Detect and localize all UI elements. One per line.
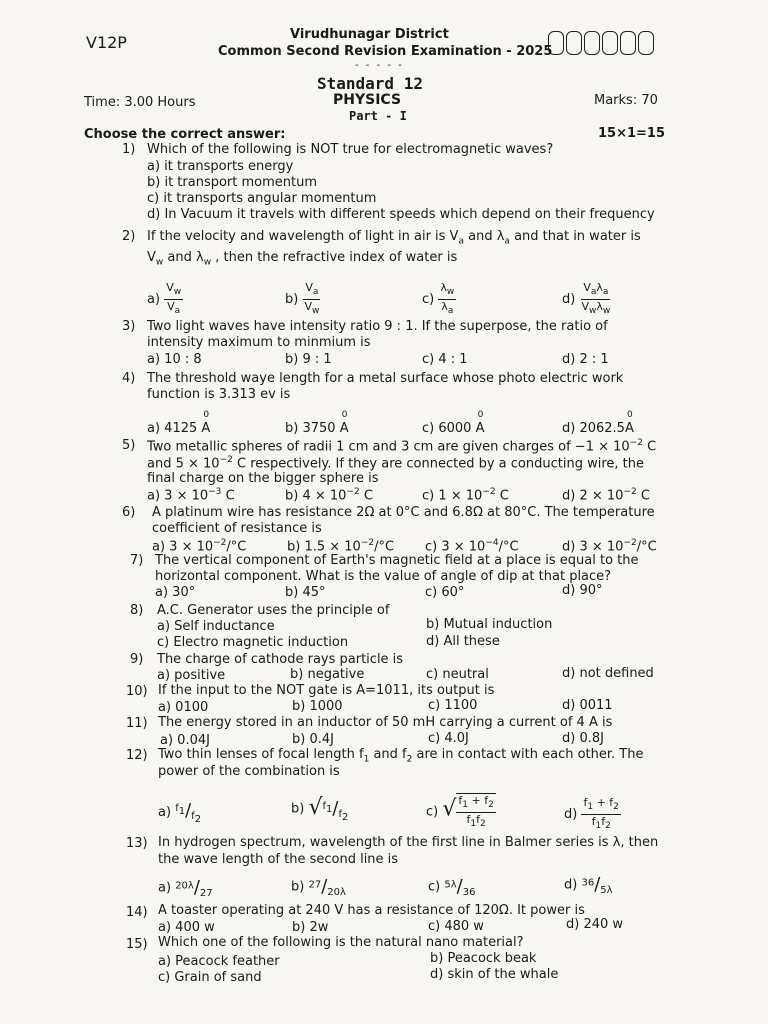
question-number: 1)	[122, 142, 136, 157]
question-text: horizontal component. What is the value of angle of dip at that place?	[155, 569, 612, 584]
option-b: b) $√^{f_1}/_{f_2}$	[291, 795, 349, 824]
option: b) 2w	[292, 920, 329, 935]
option: d) skin of the whale	[430, 967, 559, 982]
question-text: The energy stored in an inductor of 50 mH carrying a current of 4 A is	[158, 715, 613, 730]
option: b) 3750 0 A	[285, 410, 349, 436]
question-number: 7)	[130, 553, 144, 568]
option: c) $3 \times 10^{-4}/^\circ C$	[425, 538, 519, 555]
option: b) it transport momentum	[147, 175, 318, 190]
option: a) $3 \times 10^{-2}/^\circ C$	[152, 538, 247, 555]
option-b: b) $^{27}/_{20\lambda}$	[291, 876, 346, 899]
option-d: d) $^{36}/_{5\lambda}$	[564, 874, 613, 897]
register-box	[584, 31, 600, 55]
option: c) 60°	[425, 585, 465, 600]
option: a) it transports energy	[147, 159, 294, 174]
option-c: c) $\frac{\lambda_w}{\lambda_a}$	[422, 281, 455, 317]
subject-title: PHYSICS	[333, 92, 402, 108]
option: b) Peacock beak	[430, 951, 537, 966]
question-number: 14)	[126, 905, 148, 920]
register-box	[566, 31, 582, 55]
option: c) 6000 0 A	[422, 410, 485, 436]
question-text: Which of the following is NOT true for electromagnetic waves?	[147, 142, 554, 157]
question-text: $V_w$ and $\lambda_w$ , then the refractive index of water is	[147, 250, 458, 268]
option: c) Electro magnetic induction	[157, 635, 349, 650]
option: c) neutral	[426, 667, 489, 682]
question-text: The vertical component of Earth's magnetic field at a place is equal to the	[155, 553, 639, 568]
option-a: a) $^{20\lambda}/_{27}$	[158, 877, 213, 900]
question-number: 2)	[122, 229, 136, 244]
option: a) 0100	[158, 700, 209, 715]
option: b) 9 : 1	[285, 352, 332, 367]
question-text: The charge of cathode rays particle is	[157, 652, 404, 667]
option: c) Grain of sand	[158, 970, 262, 985]
question-text: If the velocity and wavelength of light in air is $V_a$ and $\lambda_a$ and that in water is	[147, 229, 641, 247]
question-text: and $5 \times 10^{-2}$ C respectively. If they are connected by a conducting wire, the	[147, 455, 644, 472]
option: a) Peacock feather	[158, 954, 280, 969]
exam-title: Common Second Revision Examination - 2025	[218, 44, 553, 59]
question-text: Two light waves have intensity ratio 9 : 1. If the superpose, the ratio of	[147, 319, 608, 334]
question-text: the wave length of the second line is	[158, 852, 399, 867]
question-number: 10)	[126, 684, 148, 699]
question-number: 4)	[122, 371, 136, 386]
option: a) 30°	[155, 585, 196, 600]
question-number: 8)	[130, 603, 144, 618]
option: d) 2 : 1	[562, 352, 609, 367]
standard-label: Standard 12	[317, 74, 423, 93]
option-a: a) $\frac{V_w}{V_a}$	[147, 281, 182, 317]
option: a) positive	[157, 668, 226, 683]
option: a) 4125 0 A	[147, 410, 211, 436]
divider-dashes: - - - - -	[355, 60, 404, 71]
question-text: final charge on the bigger sphere is	[147, 471, 379, 486]
question-text: In hydrogen spectrum, wavelength of the first line in Balmer series is λ, then	[158, 835, 659, 850]
option: c) it transports angular momentum	[147, 191, 377, 206]
option-d: d) $\frac{V_a\lambda_a}{V_w\lambda_w}$	[562, 281, 611, 317]
district-title: Virudhunagar District	[290, 27, 449, 42]
question-number: 12)	[126, 748, 148, 763]
option: c) 4.0J	[428, 731, 469, 746]
option: a) 400 w	[158, 920, 215, 935]
question-number: 5)	[122, 438, 136, 453]
option: d) $3 \times 10^{-2}/^\circ C$	[562, 538, 657, 555]
option: c) 4 : 1	[422, 352, 468, 367]
question-text: The threshold waye length for a metal surface whose photo electric work	[147, 371, 624, 386]
option: b) Mutual induction	[426, 617, 553, 632]
question-text: A platinum wire has resistance 2Ω at 0°C and 6.8Ω at 80°C. The temperature	[152, 505, 655, 520]
question-text: Two metallic spheres of radii 1 cm and 3 cm are given charges of $-1 \times 10^{-2}$ C	[147, 438, 657, 455]
option: b) $1.5 \times 10^{-2}/^\circ C$	[287, 538, 395, 555]
marks-label: Marks: 70	[594, 93, 658, 108]
question-text: A toaster operating at 240 V has a resistance of 120Ω. It power is	[158, 903, 585, 918]
option: a) Self inductance	[157, 619, 275, 634]
question-number: 9)	[130, 652, 144, 667]
option: a) 10 : 8	[147, 352, 202, 367]
option: b) negative	[290, 667, 365, 682]
instruction: Choose the correct answer:	[84, 127, 286, 142]
option: d) not defined	[562, 666, 654, 681]
register-box	[620, 31, 636, 55]
option: b) $4 \times 10^{-2}$ C	[285, 487, 373, 504]
question-text: intensity maximum to minmium is	[147, 335, 371, 350]
question-number: 3)	[122, 319, 136, 334]
question-number: 13)	[126, 836, 148, 851]
option: a) 0.04J	[160, 733, 210, 748]
option-b: b) $\frac{V_a}{V_w}$	[285, 281, 320, 317]
option: d) $2 \times 10^{-2}$ C	[562, 487, 650, 504]
paper-code: V12P	[86, 33, 127, 52]
register-box	[602, 31, 618, 55]
question-text: If the input to the NOT gate is A=1011, its output is	[158, 683, 495, 698]
option: c) $1 \times 10^{-2}$ C	[422, 487, 509, 504]
option: d) In Vacuum it travels with different speeds which depend on their frequency	[147, 207, 655, 222]
question-text: A.C. Generator uses the principle of	[157, 603, 390, 618]
question-text: Which one of the following is the natural nano material?	[158, 935, 524, 950]
option: d) 0.8J	[562, 731, 604, 746]
option-c: c) √ $\frac{f_1 + f_2}{f_1f_2}$	[426, 794, 494, 830]
question-text: function is 3.313 ev is	[147, 387, 291, 402]
option: b) 0.4J	[292, 732, 334, 747]
option: c) 480 w	[428, 919, 484, 934]
option: a) $3 \times 10^{-3}$ C	[147, 487, 235, 504]
option-a: a) $^{f_1}/_{f_2}$	[158, 800, 202, 826]
option: c) 1100	[428, 698, 478, 713]
part-label: Part - I	[349, 109, 407, 123]
register-number-boxes	[548, 31, 656, 55]
option: d) 0011	[562, 698, 613, 713]
question-text: power of the combination is	[158, 764, 340, 779]
option: b) 45°	[285, 585, 326, 600]
question-number: 11)	[126, 716, 148, 731]
option: b) 1000	[292, 699, 343, 714]
register-box	[548, 31, 564, 55]
option-c: c) $^{5\lambda}/_{36}$	[428, 876, 476, 899]
question-text: Two thin lenses of focal length $f_1$ and $f_2$ are in contact with each other. The	[158, 747, 644, 765]
question-number: 6)	[122, 505, 136, 520]
option-d: d) $\frac{f_1 + f_2}{f_1f_2}$	[564, 796, 619, 832]
option: d) 2062.5 0 A	[562, 410, 634, 436]
option: d) 90°	[562, 583, 603, 598]
question-text: coefficient of resistance is	[152, 521, 322, 536]
time-label: Time: 3.00 Hours	[84, 95, 196, 110]
option: d) 240 w	[566, 917, 624, 932]
score-label: 15×1=15	[598, 126, 666, 141]
question-number: 15)	[126, 937, 148, 952]
register-box	[638, 31, 654, 55]
option: d) All these	[426, 634, 500, 649]
